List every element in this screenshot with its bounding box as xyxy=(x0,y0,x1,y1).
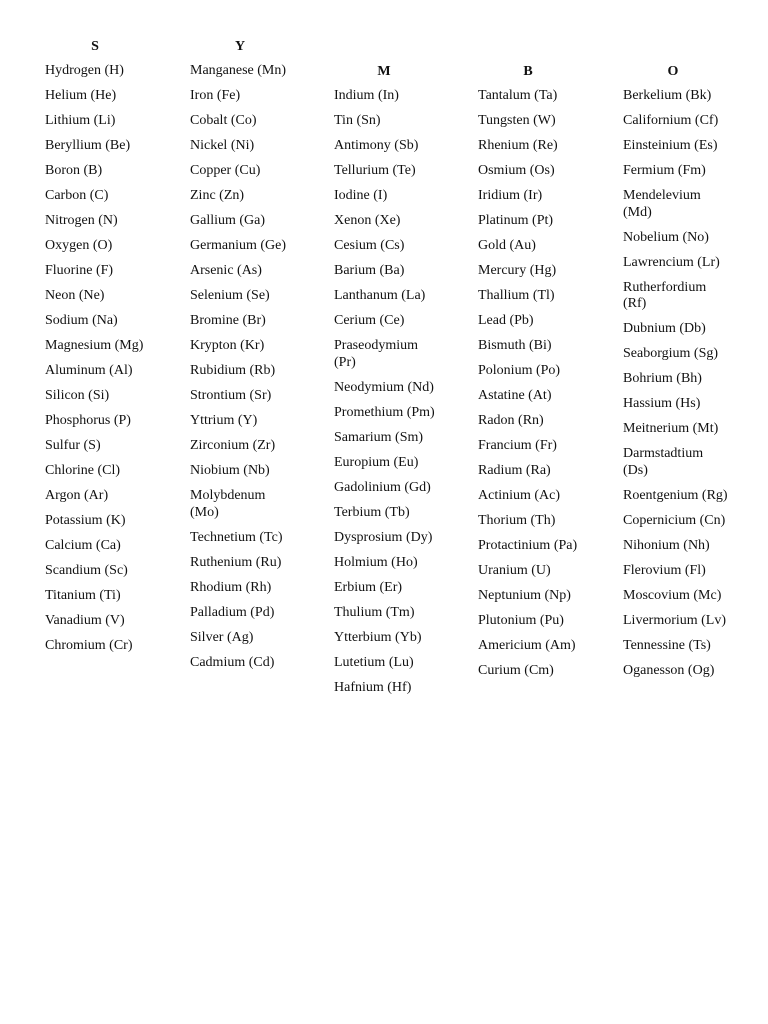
element-item: Rhenium (Re) xyxy=(478,138,558,153)
element-item: Copper (Cu) xyxy=(190,163,261,178)
element-item: Lawrencium (Lr) xyxy=(623,254,720,270)
column-b xyxy=(478,63,608,688)
element-item: Nobelium (No) xyxy=(623,229,709,245)
element-item: Silicon (Si) xyxy=(45,388,110,403)
element-item: Rutherfordium (Rf) xyxy=(623,279,707,311)
element-item: Tin (Sn) xyxy=(334,113,381,128)
element-item: Oxygen (O) xyxy=(45,238,113,253)
element-item: Nitrogen (N) xyxy=(45,213,118,228)
element-item: Barium (Ba) xyxy=(334,263,405,278)
column-y xyxy=(190,38,320,680)
element-item: Meitnerium (Mt) xyxy=(623,421,719,436)
column-items xyxy=(190,63,320,671)
element-item: Moscovium (Mc) xyxy=(623,587,722,603)
element-item: Palladium (Pd) xyxy=(190,604,275,620)
element-item: Phosphorus (P) xyxy=(45,413,131,428)
element-item: Astatine (At) xyxy=(478,388,552,403)
element-item: Silver (Ag) xyxy=(190,629,254,645)
element-item: Xenon (Xe) xyxy=(334,213,401,228)
element-item: Europium (Eu) xyxy=(334,454,419,470)
element-item: Vanadium (V) xyxy=(45,613,125,628)
element-item: Platinum (Pt) xyxy=(478,213,554,228)
column-o xyxy=(623,63,753,688)
column-header: B xyxy=(523,64,533,79)
element-item: Zinc (Zn) xyxy=(190,188,245,203)
element-item: Rubidium (Rb) xyxy=(190,363,276,378)
element-item: Titanium (Ti) xyxy=(45,588,121,603)
element-item: Chromium (Cr) xyxy=(45,638,133,653)
column-s xyxy=(45,38,175,663)
element-item: Cadmium (Cd) xyxy=(190,654,275,670)
element-item: Hydrogen (H) xyxy=(45,63,124,78)
element-item: Tennessine (Ts) xyxy=(623,637,711,653)
element-item: Neon (Ne) xyxy=(45,288,105,303)
element-item: Lanthanum (La) xyxy=(334,288,426,303)
element-item: Berkelium (Bk) xyxy=(623,88,712,103)
element-item: Gallium (Ga) xyxy=(190,213,266,228)
element-item: Aluminum (Al) xyxy=(45,363,133,378)
element-item: Francium (Fr) xyxy=(478,438,557,453)
element-item: Neodymium (Nd) xyxy=(334,379,434,395)
column-items xyxy=(334,88,464,696)
element-item: Selenium (Se) xyxy=(190,288,270,303)
element-columns xyxy=(45,38,745,998)
element-item: Iridium (Ir) xyxy=(478,188,543,203)
element-item: Indium (In) xyxy=(334,88,399,103)
element-item: Technetium (Tc) xyxy=(190,529,283,545)
element-item: Cesium (Cs) xyxy=(334,238,405,253)
column-header: O xyxy=(667,64,679,79)
element-item: Iodine (I) xyxy=(334,188,388,203)
element-item: Ruthenium (Ru) xyxy=(190,554,282,570)
element-item: Sulfur (S) xyxy=(45,438,101,453)
column-m xyxy=(334,63,464,705)
column-items xyxy=(623,88,753,679)
element-item: Curium (Cm) xyxy=(478,663,554,678)
element-item: Arsenic (As) xyxy=(190,263,262,278)
element-item: Potassium (K) xyxy=(45,513,126,528)
element-item: Actinium (Ac) xyxy=(478,488,561,503)
element-item: Flerovium (Fl) xyxy=(623,562,706,578)
element-item: Roentgenium (Rg) xyxy=(623,487,728,503)
element-item: Oganesson (Og) xyxy=(623,662,715,678)
element-item: Chlorine (Cl) xyxy=(45,463,121,478)
element-item: Mercury (Hg) xyxy=(478,263,557,278)
element-item: Hafnium (Hf) xyxy=(334,679,412,695)
element-item: Germanium (Ge) xyxy=(190,238,287,253)
element-item: Niobium (Nb) xyxy=(190,463,270,478)
element-item: Livermorium (Lv) xyxy=(623,612,727,628)
element-item: Einsteinium (Es) xyxy=(623,138,718,153)
element-item: Fluorine (F) xyxy=(45,263,114,278)
element-item: Gadolinium (Gd) xyxy=(334,479,431,495)
element-item: Plutonium (Pu) xyxy=(478,613,564,628)
element-item: Thulium (Tm) xyxy=(334,604,415,620)
element-item: Bismuth (Bi) xyxy=(478,338,552,353)
element-item: Yttrium (Y) xyxy=(190,413,258,428)
element-item: Osmium (Os) xyxy=(478,163,555,178)
element-item: Manganese (Mn) xyxy=(190,63,287,78)
element-item: Tungsten (W) xyxy=(478,113,556,128)
element-item: Molybdenum (Mo) xyxy=(190,488,266,520)
element-item: Praseodymium (Pr) xyxy=(334,338,418,370)
element-item: Promethium (Pm) xyxy=(334,404,435,420)
element-item: Carbon (C) xyxy=(45,188,109,203)
element-item: Terbium (Tb) xyxy=(334,504,410,520)
element-item: Thorium (Th) xyxy=(478,513,556,528)
element-item: Beryllium (Be) xyxy=(45,138,131,153)
element-item: Zirconium (Zr) xyxy=(190,438,276,453)
element-item: Krypton (Kr) xyxy=(190,338,265,353)
element-item: Gold (Au) xyxy=(478,238,536,253)
element-item: Lead (Pb) xyxy=(478,313,534,328)
element-item: Dubnium (Db) xyxy=(623,321,706,336)
element-item: Tantalum (Ta) xyxy=(478,88,558,103)
element-item: Helium (He) xyxy=(45,88,117,103)
element-item: Fermium (Fm) xyxy=(623,163,706,178)
element-item: Lutetium (Lu) xyxy=(334,654,414,670)
element-item: Uranium (U) xyxy=(478,563,551,578)
element-item: Rhodium (Rh) xyxy=(190,579,272,595)
element-item: Radon (Rn) xyxy=(478,413,544,428)
column-header: Y xyxy=(234,39,246,54)
element-item: Boron (B) xyxy=(45,163,103,178)
element-item: Californium (Cf) xyxy=(623,113,719,128)
element-item: Tellurium (Te) xyxy=(334,163,416,178)
column-header: S xyxy=(91,39,99,54)
element-item: Lithium (Li) xyxy=(45,113,116,128)
element-item: Iron (Fe) xyxy=(190,88,241,103)
element-item: Strontium (Sr) xyxy=(190,388,272,403)
element-item: Thallium (Tl) xyxy=(478,288,555,303)
element-item: Neptunium (Np) xyxy=(478,588,571,603)
element-item: Antimony (Sb) xyxy=(334,138,419,153)
element-item: Holmium (Ho) xyxy=(334,554,418,570)
element-item: Dysprosium (Dy) xyxy=(334,529,433,545)
element-item: Argon (Ar) xyxy=(45,488,109,503)
element-item: Nihonium (Nh) xyxy=(623,537,710,553)
element-item: Americium (Am) xyxy=(478,638,576,653)
element-item: Samarium (Sm) xyxy=(334,429,424,445)
element-item: Scandium (Sc) xyxy=(45,563,128,578)
element-item: Polonium (Po) xyxy=(478,363,561,378)
element-item: Magnesium (Mg) xyxy=(45,338,144,353)
element-item: Hassium (Hs) xyxy=(623,396,701,411)
column-items xyxy=(478,88,608,680)
element-item: Cobalt (Co) xyxy=(190,113,257,128)
element-item: Darmstadtium (Ds) xyxy=(623,446,704,478)
element-item: Erbium (Er) xyxy=(334,579,403,595)
element-item: Cerium (Ce) xyxy=(334,313,405,328)
column-items xyxy=(45,63,175,655)
element-item: Radium (Ra) xyxy=(478,463,551,478)
column-header: M xyxy=(377,64,391,79)
element-item: Bromine (Br) xyxy=(190,313,266,328)
element-item: Mendelevium (Md) xyxy=(623,188,701,220)
element-item: Nickel (Ni) xyxy=(190,138,255,153)
element-item: Calcium (Ca) xyxy=(45,538,121,553)
element-item: Bohrium (Bh) xyxy=(623,371,702,386)
element-item: Sodium (Na) xyxy=(45,313,118,328)
element-item: Protactinium (Pa) xyxy=(478,538,578,553)
element-item: Seaborgium (Sg) xyxy=(623,346,719,361)
element-item: Ytterbium (Yb) xyxy=(334,629,422,645)
element-item: Copernicium (Cn) xyxy=(623,512,726,528)
